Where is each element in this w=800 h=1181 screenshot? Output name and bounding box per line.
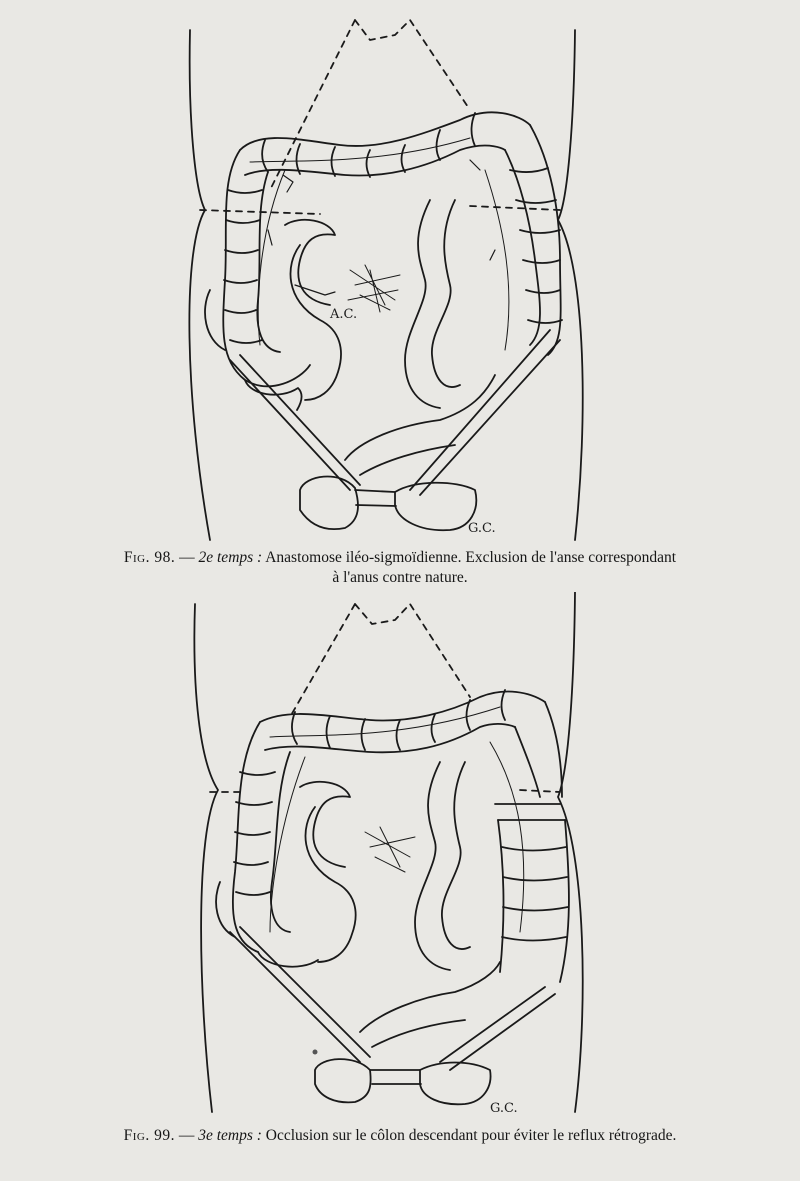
caption-98-line-1 (0, 548, 800, 568)
descending-colon-lower (498, 820, 569, 982)
illustrator-signature: G.C. (490, 1101, 518, 1116)
stoma-left (300, 476, 358, 529)
figure-99-illustration (0, 592, 800, 1122)
body-outline-right (558, 30, 583, 540)
transverse-inner-line (270, 707, 500, 737)
sigmoid (345, 375, 495, 475)
illustrator-signature: G.C. (468, 521, 496, 536)
waist-dashed-line (210, 790, 560, 792)
ileum-loop (300, 782, 356, 962)
annotation-anastomosis: A.C. (330, 307, 358, 322)
body-outline-left (189, 30, 210, 540)
caption-dash: — (175, 549, 199, 566)
anastomosis-mass (348, 265, 400, 312)
rib-cage-dashed (270, 20, 470, 190)
caption-dash: — (174, 1127, 199, 1144)
waist-dashed-line (200, 206, 560, 214)
stoma-bridge (370, 1070, 421, 1084)
ascending-colon (223, 150, 310, 386)
body-outline-right (558, 592, 583, 1112)
occlusion-gap (495, 804, 565, 820)
anastomosis-mass (365, 827, 415, 872)
stoma-right (395, 483, 476, 530)
caption-text: Anastomose iléo-sigmoïdienne. Exclusion de l'anse correspondant (262, 549, 677, 566)
transverse-colon (240, 112, 530, 175)
stoma-left (315, 1059, 371, 1102)
rib-cage-dashed (290, 604, 470, 717)
caption-temps: 3e temps : (198, 1127, 262, 1144)
caecum (205, 290, 302, 410)
caption-temps: 2e temps : (198, 549, 263, 566)
descending-colon-upper (515, 702, 562, 797)
caption-98-line-2: à l'anus contre nature. (332, 569, 468, 586)
cord-left (230, 927, 370, 1062)
excluded-loop (415, 762, 470, 970)
figure-98-illustration (0, 0, 800, 545)
cord-right (440, 987, 555, 1070)
stoma-bridge (355, 490, 396, 506)
flow-arrows (268, 160, 495, 295)
figure-98-drawing (0, 0, 800, 545)
descending-inner-line (490, 742, 524, 932)
figure-label: Fig. 99. (123, 1127, 175, 1144)
cord-left (230, 355, 360, 490)
excluded-loop (405, 200, 460, 408)
figure-label: Fig. 98. (123, 549, 176, 566)
caption-text: Occlusion sur le côlon descendant pour éviter le reflux rétrograde. (261, 1127, 677, 1144)
figure-98-caption (0, 548, 800, 588)
descending-inner-line (485, 170, 509, 350)
stoma-right (420, 1063, 491, 1105)
body-outline-left (194, 604, 218, 1112)
figure-99-drawing (0, 592, 800, 1122)
ink-spot (313, 1050, 318, 1055)
figure-99-caption (0, 1126, 800, 1146)
